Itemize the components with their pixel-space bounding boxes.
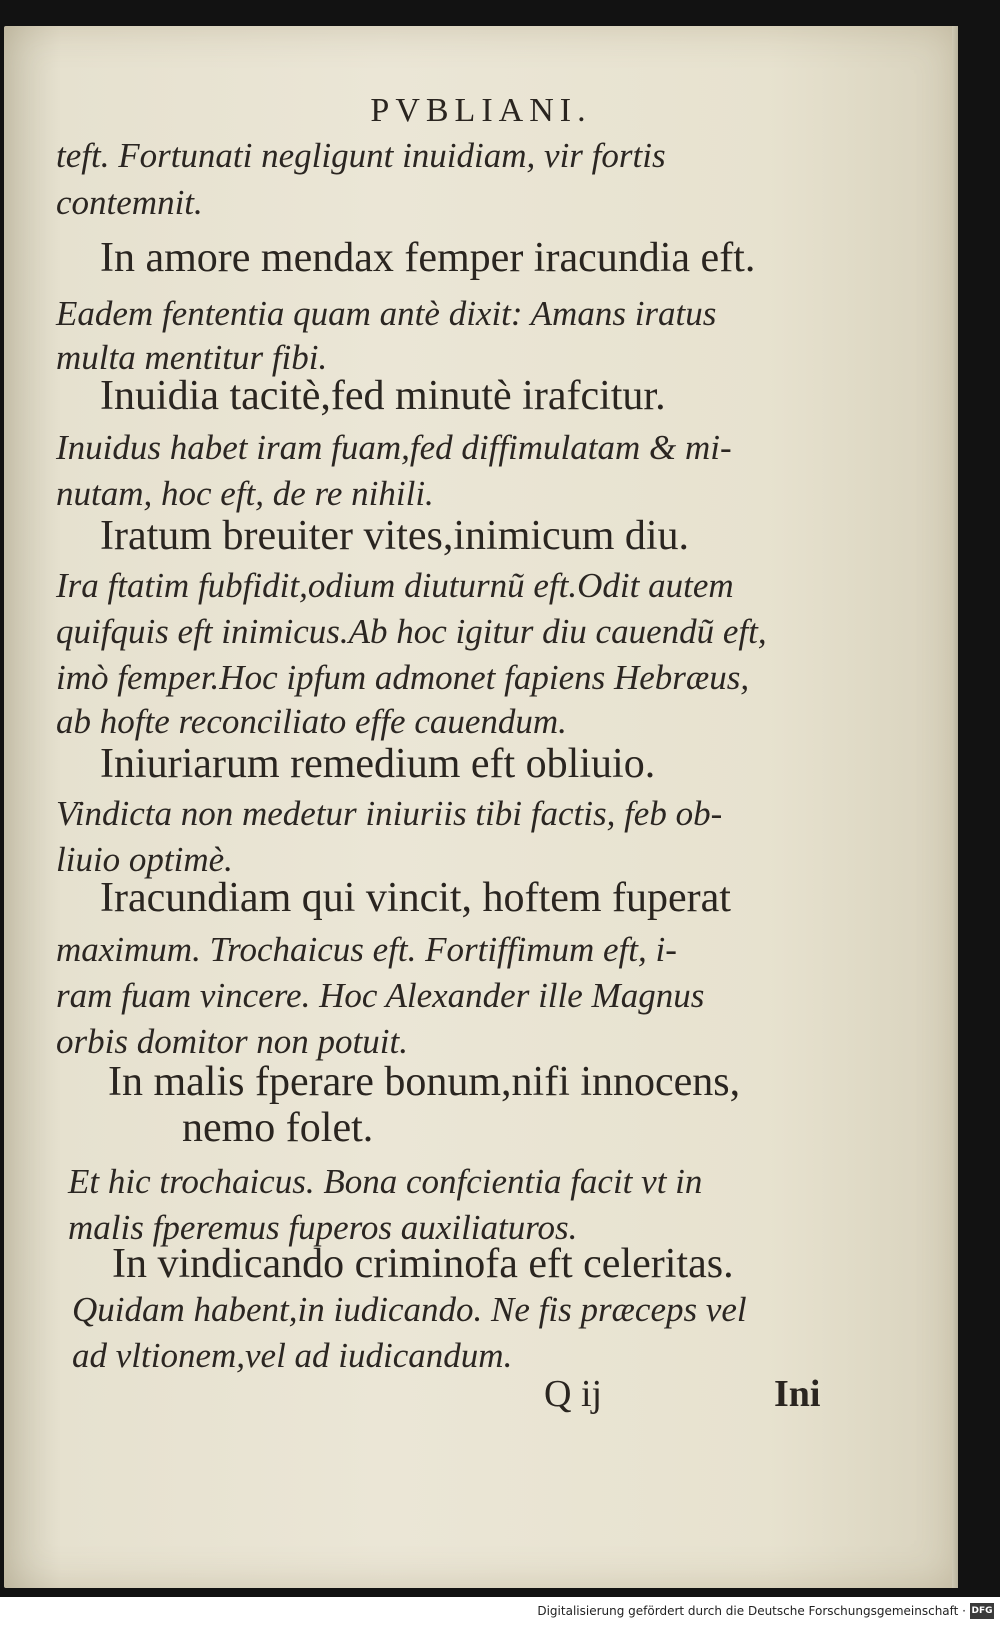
footer-credit: Digitalisierung gefördert durch die Deutsche Forschungsgemeinschaft · — [537, 1604, 966, 1618]
text-line: nemo folet. — [182, 1105, 374, 1151]
footer-bar — [0, 1597, 1000, 1628]
text-line: Ira ftatim fubfidit,odium diuturnũ eft.Odit autem — [56, 566, 734, 605]
text-line: Quidam habent,in iudicando. Ne fis præceps vel — [72, 1290, 747, 1329]
text-line: nutam, hoc eft, de re nihili. — [56, 474, 434, 513]
text-line: Et hic trochaicus. Bona confcientia facit vt in — [68, 1162, 703, 1201]
text-line: orbis domitor non potuit. — [56, 1022, 408, 1061]
text-line: imò femper.Hoc ipfum admonet fapiens Hebræus, — [56, 658, 750, 697]
text-line: Vindicta non medetur iniuriis tibi factis, feb ob- — [56, 794, 723, 833]
text-line: quifquis eft inimicus.Ab hoc igitur diu cauendũ eft, — [56, 612, 767, 651]
book-page — [4, 26, 958, 1588]
text-line: In vindicando criminofa eft celeritas. — [112, 1241, 734, 1287]
text-line: In amore mendax femper iracundia eft. — [100, 235, 756, 281]
text-line: contemnit. — [56, 183, 203, 222]
text-line: malis fperemus fuperos auxiliaturos. — [68, 1208, 578, 1247]
text-line: ram fuam vincere. Hoc Alexander ille Magnus — [56, 976, 705, 1015]
text-line: Iratum breuiter vites,inimicum diu. — [100, 513, 690, 559]
text-line: teft. Fortunati negligunt inuidiam, vir fortis — [56, 136, 666, 175]
text-line: Eadem fententia quam antè dixit: Amans iratus — [56, 294, 717, 333]
text-line: Inuidia tacitè,fed minutè irafcitur. — [100, 373, 666, 419]
text-line: ab hofte reconciliato effe cauendum. — [56, 702, 567, 741]
text-line: In malis fperare bonum,nifi innocens, — [108, 1059, 741, 1105]
page-edge — [952, 26, 958, 1588]
text-line: ad vltionem,vel ad iudicandum. — [72, 1336, 513, 1375]
catchword: Ini — [774, 1373, 821, 1415]
text-line: Iniuriarum remedium eft obliuio. — [100, 741, 656, 787]
dfg-logo-icon: DFG — [970, 1603, 994, 1619]
text-line: multa mentitur fibi. — [56, 338, 328, 377]
running-head: PVBLIANI. — [370, 92, 592, 129]
text-line: Iracundiam qui vincit, hoftem fuperat — [100, 875, 731, 921]
signature-mark: Q ij — [544, 1373, 603, 1415]
text-line: maximum. Trochaicus eft. Fortiffimum eft, i- — [56, 930, 677, 969]
text-line: Inuidus habet iram fuam,fed diffimulatam & mi- — [56, 428, 732, 467]
text-line: liuio optimè. — [56, 840, 233, 879]
